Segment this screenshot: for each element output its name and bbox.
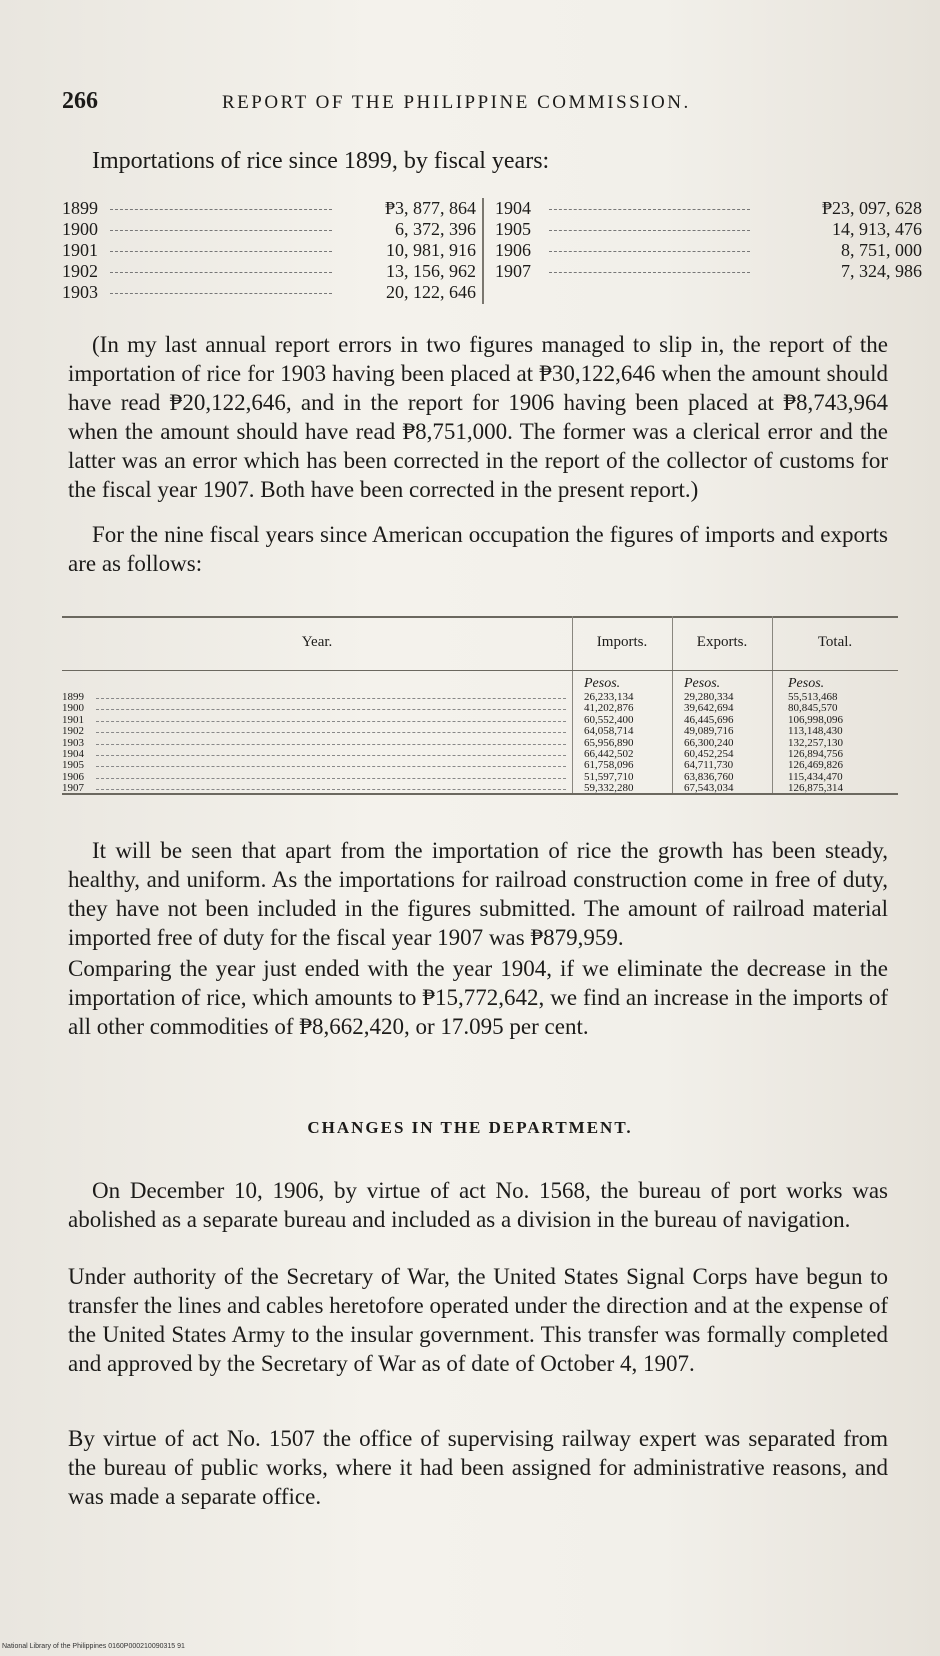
dot-leader	[96, 709, 566, 710]
dot-leader	[96, 755, 566, 756]
year-cell: 1907	[62, 782, 84, 795]
comparison-paragraph: Comparing the year just ended with the year 1904, if we eliminate the decrease in the importation of rice, which amounts to ₱15,772,642, we find an increase in the imports of all other commodities of ₱8,662,420, or 17.095 per cent.	[68, 956, 888, 1039]
dot-leader	[549, 209, 750, 210]
rice-year: 1903	[62, 282, 98, 302]
rice-row	[62, 198, 482, 219]
table-row	[62, 726, 898, 737]
rice-amount: 6, 372, 396	[395, 219, 476, 239]
year-cell: 1899	[62, 691, 84, 703]
total-cell: 106,998,096	[788, 713, 843, 726]
rice-imports-right-column	[487, 198, 922, 282]
dot-leader	[96, 789, 566, 790]
total-cell: 126,894,756	[788, 747, 843, 760]
table-rule	[62, 670, 898, 671]
rice-year: 1907	[495, 261, 531, 281]
total-cell: 115,434,470	[788, 770, 843, 783]
rice-amount: 7, 324, 986	[841, 261, 922, 281]
dot-leader	[549, 251, 750, 252]
rice-year: 1900	[62, 219, 98, 239]
year-cell: 1902	[62, 725, 84, 738]
exports-cell: 46,445,696	[684, 713, 734, 726]
trade-intro-paragraph: For the nine fiscal years since American occupation the figures of imports and exports are as follows:	[68, 522, 888, 576]
imports-cell: 41,202,876	[584, 702, 634, 715]
signal-corps-paragraph: Under authority of the Secretary of War, the United States Signal Corps have begun to transfer the lines and cables heretofore operated under the direction and at the expense of the United States Army to the insular government. This transfer was formally completed and approved by the Secretary of War as of date of October 4, 1907.	[68, 1264, 888, 1376]
rice-amount: 13, 156, 962	[386, 261, 476, 281]
table-row	[62, 760, 898, 771]
imports-cell: 65,956,890	[584, 736, 634, 749]
dot-leader	[96, 744, 566, 745]
rice-year: 1899	[62, 198, 98, 218]
year-cell: 1900	[62, 702, 84, 715]
total-cell: 55,513,468	[788, 691, 838, 703]
imports-exports-table	[62, 616, 898, 796]
dot-leader	[549, 230, 750, 231]
rice-row	[487, 240, 922, 261]
year-cell: 1904	[62, 747, 84, 760]
running-head: REPORT OF THE PHILIPPINE COMMISSION.	[222, 92, 691, 113]
rice-row	[62, 219, 482, 240]
imports-cell: 51,597,710	[584, 770, 634, 783]
table-row	[62, 703, 898, 714]
growth-paragraph: It will be seen that apart from the importation of rice the growth has been steady, healthy, and uniform. As the importations for railroad construction come in free of duty, they have not been included in the figures submitted. The amount of railroad material imported free of duty for the fiscal year 1907 was ₱879,959.	[68, 838, 888, 950]
exports-cell: 39,642,694	[684, 702, 734, 715]
rice-row	[487, 198, 922, 219]
dot-leader	[110, 251, 332, 252]
year-cell: 1901	[62, 713, 84, 726]
section-heading: CHANGES IN THE DEPARTMENT.	[307, 1118, 633, 1137]
imports-cell: 61,758,096	[584, 759, 634, 772]
table-rule	[62, 793, 898, 795]
exports-cell: 67,543,034	[684, 782, 734, 795]
total-cell: 126,469,826	[788, 759, 843, 772]
dot-leader	[96, 766, 566, 767]
rice-row	[487, 261, 922, 282]
dot-leader	[110, 293, 332, 294]
column-header-exports: Exports.	[696, 634, 748, 650]
dot-leader	[96, 698, 566, 699]
year-cell: 1903	[62, 736, 84, 749]
column-header-imports: Imports.	[596, 634, 648, 650]
year-cell: 1906	[62, 770, 84, 783]
unit-label: Pesos.	[684, 676, 721, 691]
table-body	[62, 692, 898, 795]
dot-leader	[96, 732, 566, 733]
exports-cell: 49,089,716	[684, 725, 734, 738]
rice-amount: ₱23, 097, 628	[821, 198, 922, 218]
imports-cell: 60,552,400	[584, 713, 634, 726]
rice-year: 1904	[495, 198, 531, 218]
unit-label: Pesos.	[788, 676, 825, 691]
imports-cell: 64,058,714	[584, 725, 634, 738]
total-cell: 113,148,430	[788, 725, 843, 738]
table-row	[62, 772, 898, 783]
rice-amount: 20, 122, 646	[386, 282, 476, 302]
rice-row	[487, 219, 922, 240]
page-number: 266	[62, 88, 98, 114]
port-works-paragraph: On December 10, 1906, by virtue of act No. 1568, the bureau of port works was abolished as a separate bureau and included as a division in the bureau of navigation.	[68, 1178, 888, 1232]
rice-row	[62, 282, 482, 303]
rice-amount: 8, 751, 000	[841, 240, 922, 260]
rice-row	[62, 240, 482, 261]
rice-year: 1901	[62, 240, 98, 260]
rice-year: 1902	[62, 261, 98, 281]
dot-leader	[96, 778, 566, 779]
page-header	[62, 88, 882, 122]
rice-amount: 14, 913, 476	[832, 219, 922, 239]
table-row	[62, 749, 898, 760]
rice-year: 1906	[495, 240, 531, 260]
rice-row	[62, 261, 482, 282]
dot-leader	[549, 272, 750, 273]
errata-paragraph: (In my last annual report errors in two figures managed to slip in, the report of the importation of rice for 1903 having been placed at ₱30,122,646 when the amount should have read ₱20,122,646, and in the report for 1906 having been placed at ₱8,743,964 when the amount should have read ₱8,751,000. The former was a clerical error and the latter was an error which has been corrected in the report of the collector of customs for the fiscal year 1907. Both have been corrected in the present report.)	[68, 332, 888, 502]
rice-imports-left-column	[62, 198, 484, 304]
dot-leader	[110, 230, 332, 231]
column-header-total: Total.	[817, 634, 853, 650]
table-row	[62, 715, 898, 726]
imports-cell: 59,332,280	[584, 782, 634, 795]
total-cell: 126,875,314	[788, 782, 843, 795]
dot-leader	[96, 721, 566, 722]
exports-cell: 66,300,240	[684, 736, 734, 749]
total-cell: 80,845,570	[788, 702, 838, 715]
rice-year: 1905	[495, 219, 531, 239]
imports-cell: 26,233,134	[584, 691, 634, 703]
exports-cell: 29,280,334	[684, 691, 734, 703]
exports-cell: 63,836,760	[684, 770, 734, 783]
unit-label: Pesos.	[584, 676, 621, 691]
table-row	[62, 738, 898, 749]
rice-imports-heading: Importations of rice since 1899, by fiscal years:	[92, 148, 550, 174]
total-cell: 132,257,130	[788, 736, 843, 749]
scan-footer: National Library of the Philippines 0160P000210090315 91	[2, 1643, 185, 1650]
rice-imports-table	[62, 198, 922, 304]
rice-amount: ₱3, 877, 864	[384, 198, 476, 218]
year-cell: 1905	[62, 759, 84, 772]
exports-cell: 64,711,730	[684, 759, 734, 772]
imports-cell: 66,442,502	[584, 747, 634, 760]
dot-leader	[110, 209, 332, 210]
exports-cell: 60,452,254	[684, 747, 734, 760]
rice-amount: 10, 981, 916	[386, 240, 476, 260]
table-row	[62, 692, 898, 703]
dot-leader	[110, 272, 332, 273]
railway-expert-paragraph: By virtue of act No. 1507 the office of supervising railway expert was separated from the bureau of public works, where it had been assigned for administrative reasons, and was made a separate office.	[68, 1426, 888, 1509]
column-header-year: Year.	[301, 634, 333, 650]
